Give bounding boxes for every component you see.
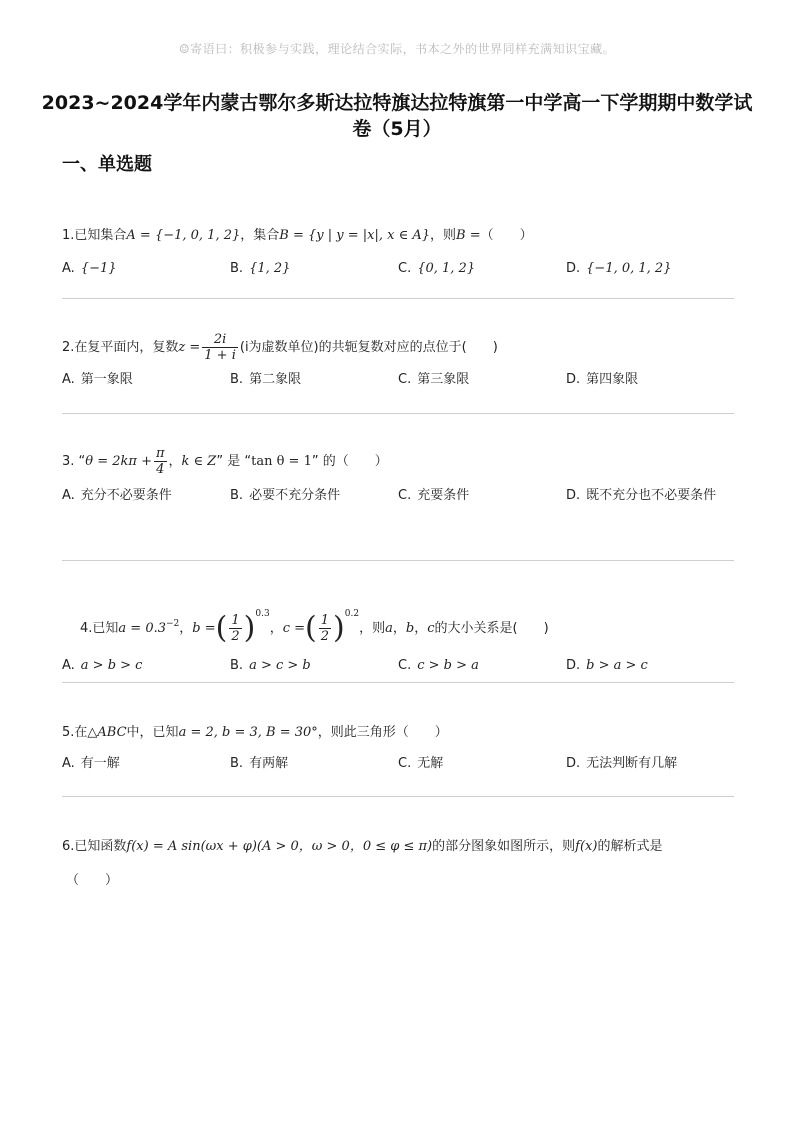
option-d xyxy=(566,258,731,280)
q4-text: ， xyxy=(179,621,193,636)
option-text: 第二象限 xyxy=(249,372,302,387)
option-b xyxy=(230,258,395,280)
divider xyxy=(62,560,734,561)
question-4-stem xyxy=(62,594,734,649)
fraction xyxy=(154,446,167,477)
paren-right: ) xyxy=(333,610,345,646)
option-text: 无解 xyxy=(417,756,444,771)
option-text: 充要条件 xyxy=(417,488,470,503)
fraction-numerator: 2i xyxy=(202,332,238,348)
q1-text: ，则 xyxy=(430,228,457,243)
question-5 xyxy=(62,723,734,775)
q4-text: ， xyxy=(414,621,428,636)
option-text: 有一解 xyxy=(80,756,120,771)
q5-text: ，则此三角形（ ） xyxy=(317,725,448,740)
option-text: 第三象限 xyxy=(417,372,470,387)
question-4-options xyxy=(62,655,734,677)
option-c xyxy=(398,485,563,507)
q4-math: b xyxy=(405,621,415,636)
q6-text: 的解析式是 xyxy=(597,839,663,854)
fraction xyxy=(319,613,331,644)
option-text: {−1, 0, 1, 2} xyxy=(586,261,672,276)
q4-math: c xyxy=(427,621,435,636)
fraction xyxy=(202,332,238,363)
option-a xyxy=(62,485,227,507)
question-3 xyxy=(62,446,734,507)
q3-math: tan θ = 1 xyxy=(251,454,312,469)
q5-math: a = 2, b = 3, B = 30° xyxy=(178,725,318,740)
option-text: 充分不必要条件 xyxy=(80,488,172,503)
option-b xyxy=(230,369,395,391)
option-c xyxy=(398,258,563,280)
exponent: 0.2 xyxy=(344,609,360,619)
option-letter: A. xyxy=(62,261,75,276)
question-2-options xyxy=(62,369,734,391)
option-d xyxy=(566,655,731,677)
question-1 xyxy=(62,226,734,280)
option-letter: A. xyxy=(62,756,75,771)
question-5-options xyxy=(62,753,734,775)
option-letter: D. xyxy=(566,658,581,673)
option-text: c > b > a xyxy=(417,658,479,673)
option-text: b > a > c xyxy=(586,658,648,673)
exponent: −2 xyxy=(166,619,180,629)
question-6 xyxy=(62,837,734,891)
option-a xyxy=(62,369,227,391)
option-c xyxy=(398,369,563,391)
option-text: {1, 2} xyxy=(249,261,291,276)
divider xyxy=(62,298,734,299)
q1-text: ，集合 xyxy=(240,228,280,243)
q1-text: （ ） xyxy=(480,228,533,243)
q4-text: ， xyxy=(392,621,406,636)
fraction-numerator: 1 xyxy=(320,613,330,628)
q5-text: 中，已知 xyxy=(126,725,179,740)
option-b xyxy=(230,753,395,775)
question-3-stem xyxy=(62,446,734,477)
paren-left: ( xyxy=(215,610,228,646)
q4-math: a xyxy=(385,621,393,636)
q3-math: θ = 2kπ + xyxy=(85,454,152,469)
watermark: ☺寄语曰：积极参与实践，理论结合实际，书本之外的世界同样充满知识宝藏。 xyxy=(178,42,616,56)
option-letter: A. xyxy=(62,488,75,503)
q4-text: ， xyxy=(269,621,283,636)
q5-text: 5.在 xyxy=(62,725,88,740)
fraction-numerator: 1 xyxy=(231,613,240,628)
question-3-options xyxy=(62,485,734,507)
option-letter: C. xyxy=(398,658,412,673)
option-letter: C. xyxy=(398,488,412,503)
option-text: {−1} xyxy=(80,261,117,276)
fraction-denominator: 2 xyxy=(320,629,330,644)
q6-math: f(x) xyxy=(575,839,598,854)
q4-text: ，则 xyxy=(359,621,386,636)
q2-math: z = xyxy=(178,340,201,355)
q6-math: f(x) = A sin(ωx + φ)(A > 0，ω > 0，0 ≤ φ ≤ π) xyxy=(126,839,433,854)
option-b xyxy=(230,655,395,677)
q2-text: (i为虚数单位)的共轭复数对应的点位于( ) xyxy=(239,340,498,355)
exponent: 0.3 xyxy=(255,609,270,619)
section-heading: 一、单选题 xyxy=(62,154,152,175)
option-text: a > c > b xyxy=(249,658,311,673)
option-d xyxy=(566,369,731,391)
q5-math: △ABC xyxy=(87,725,127,740)
question-1-stem xyxy=(62,226,734,246)
q4-text: 的大小关系是( ) xyxy=(434,621,549,636)
q1-math: B = xyxy=(456,228,481,243)
fraction-denominator: 1 + i xyxy=(204,348,236,363)
q3-text: ， xyxy=(168,454,182,469)
option-letter: D. xyxy=(566,488,581,503)
q4-math: c = xyxy=(282,621,306,636)
q6-text: 的部分图象如图所示，则 xyxy=(432,839,576,854)
question-1-options xyxy=(62,258,734,280)
q3-math: k ∈ Z xyxy=(181,454,217,469)
option-a xyxy=(62,753,227,775)
q4-math: a = 0.3 xyxy=(118,621,166,636)
option-b xyxy=(230,485,395,507)
divider xyxy=(62,413,734,414)
page-title: 2023~2024学年内蒙古鄂尔多斯达拉特旗达拉特旗第一中学高一下学期期中数学试卷（5月） xyxy=(41,92,753,140)
paren-left: ( xyxy=(305,610,317,646)
option-letter: C. xyxy=(398,372,412,387)
option-letter: D. xyxy=(566,372,581,387)
fraction xyxy=(229,613,241,644)
q1-math: B = {y | y = |x|, x ∈ A} xyxy=(279,228,430,243)
option-d xyxy=(566,480,718,512)
option-text: 第四象限 xyxy=(586,372,639,387)
fraction-denominator: 4 xyxy=(156,462,165,477)
option-a xyxy=(62,655,227,677)
option-letter: D. xyxy=(566,261,581,276)
divider xyxy=(62,796,734,797)
q6-text: 6.已知函数 xyxy=(62,839,127,854)
option-text: 第一象限 xyxy=(80,372,133,387)
option-text: 必要不充分条件 xyxy=(249,488,341,503)
q2-text: 2.在复平面内，复数 xyxy=(62,340,179,355)
q1-text: 1.已知集合 xyxy=(62,228,127,243)
q1-math: A = {−1, 0, 1, 2} xyxy=(126,228,241,243)
option-letter: B. xyxy=(230,756,244,771)
option-letter: B. xyxy=(230,372,244,387)
question-6-blank: （ ） xyxy=(66,873,119,888)
option-text: {0, 1, 2} xyxy=(417,261,476,276)
option-letter: B. xyxy=(230,658,244,673)
option-letter: B. xyxy=(230,488,244,503)
question-2-stem xyxy=(62,332,734,363)
option-letter: B. xyxy=(230,261,244,276)
q3-text: ” 是 “ xyxy=(216,454,252,469)
q3-text: ” 的（ ） xyxy=(311,454,388,469)
question-2 xyxy=(62,332,734,391)
option-text: 有两解 xyxy=(249,756,289,771)
question-4 xyxy=(62,594,734,677)
option-letter: A. xyxy=(62,372,75,387)
fraction-denominator: 2 xyxy=(231,629,240,644)
question-5-stem xyxy=(62,723,734,743)
q3-text: 3. “ xyxy=(62,454,86,469)
option-d xyxy=(566,753,731,775)
option-text: 无法判断有几解 xyxy=(586,756,678,771)
paren-right: ) xyxy=(243,610,256,646)
fraction-numerator: π xyxy=(155,446,165,461)
option-a xyxy=(62,258,227,280)
option-letter: D. xyxy=(566,756,581,771)
option-c xyxy=(398,753,563,775)
divider xyxy=(62,682,734,683)
question-6-stem xyxy=(62,837,734,857)
q4-text: 4.已知 xyxy=(80,621,119,636)
option-letter: C. xyxy=(398,756,412,771)
q4-math: b = xyxy=(192,621,216,636)
option-letter: C. xyxy=(398,261,412,276)
option-text: 既不充分也不必要条件 xyxy=(586,488,717,503)
option-letter: A. xyxy=(62,658,75,673)
option-c xyxy=(398,655,563,677)
option-text: a > b > c xyxy=(80,658,143,673)
